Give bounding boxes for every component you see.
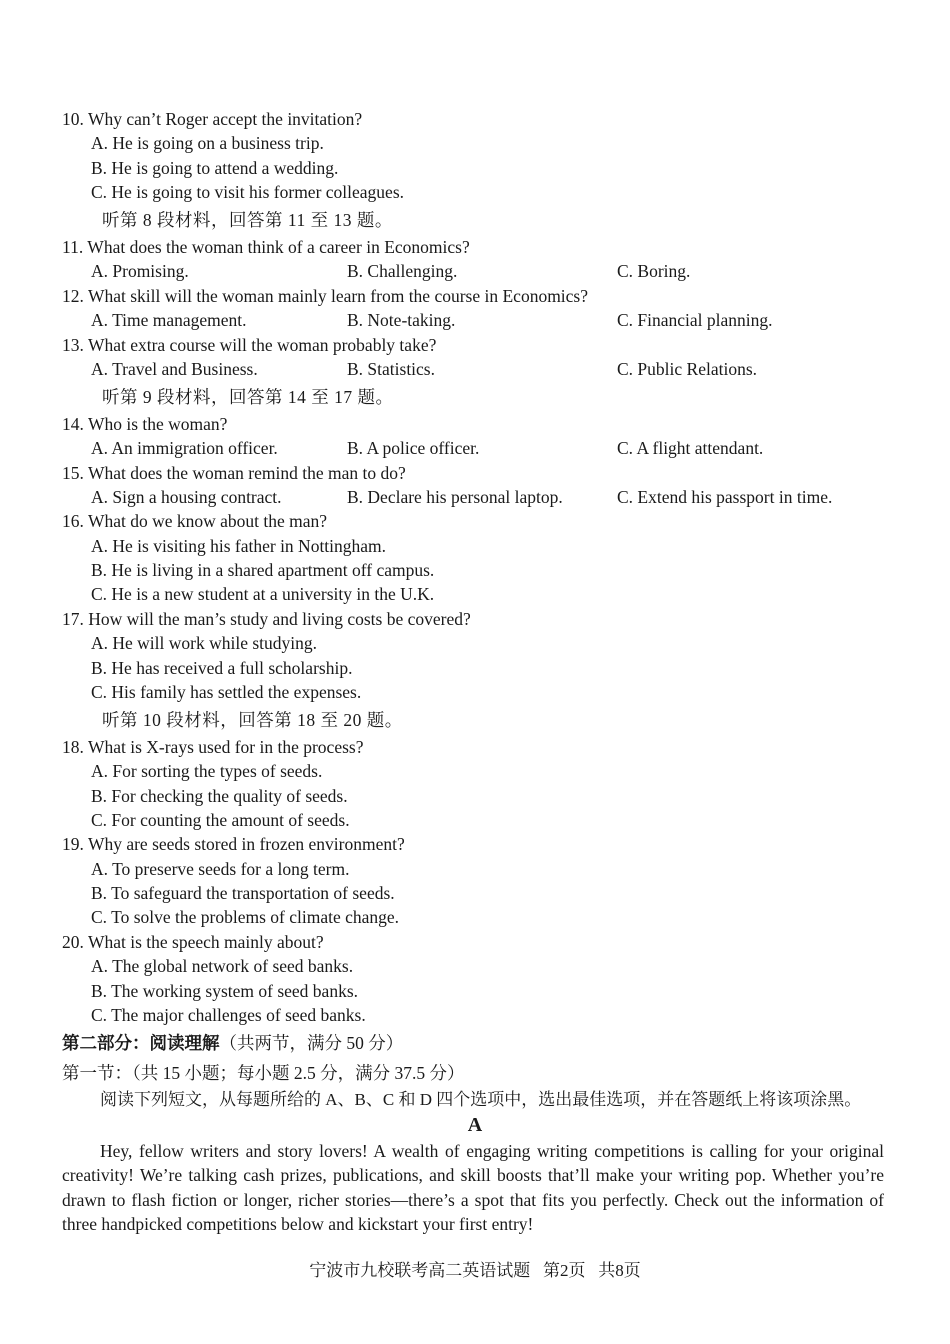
q10-option-c: C. He is going to visit his former colleagues. <box>91 182 405 202</box>
q13-option-a: A. Travel and Business. <box>91 359 258 379</box>
passage-a-paragraph: Hey, fellow writers and story lovers! A wealth of engaging writing competitions is calling for your original creativity! We’re talking cash prizes, publications, and skill boosts that’ll make your writing pop. Whether you’re drawn to flash fiction or longer, richer stories—there’s a spot that fits you perfectly. Check out the information of three handpicked competitions below and kickstart your first entry! <box>62 1141 884 1235</box>
q18-option-c: C. For counting the amount of seeds. <box>91 810 350 830</box>
question-13: 13. What extra course will the woman probably take? <box>62 335 437 355</box>
q17-option-c: C. His family has settled the expenses. <box>91 682 362 702</box>
question-10: 10. Why can’t Roger accept the invitation? <box>62 109 363 129</box>
page-footer: 宁波市九校联考高二英语试题 第2页 共8页 <box>309 1261 641 1280</box>
question-17: 17. How will the man’s study and living costs be covered? <box>62 609 471 629</box>
q10-option-b: B. He is going to attend a wedding. <box>91 158 339 178</box>
question-15: 15. What does the woman remind the man to do? <box>62 463 406 483</box>
q15-option-a: A. Sign a housing contract. <box>91 487 282 507</box>
q13-option-c: C. Public Relations. <box>617 359 757 379</box>
q10-option-a: A. He is going on a business trip. <box>91 133 324 153</box>
q18-option-a: A. For sorting the types of seeds. <box>91 761 323 781</box>
q20-option-a: A. The global network of seed banks. <box>91 956 354 976</box>
q20-option-c: C. The major challenges of seed banks. <box>91 1005 366 1025</box>
listening-instruction-9: 听第 9 段材料，回答第 14 至 17 题。 <box>102 387 394 407</box>
q17-option-b: B. He has received a full scholarship. <box>91 658 353 678</box>
question-19: 19. Why are seeds stored in frozen environment? <box>62 834 405 854</box>
q17-option-a: A. He will work while studying. <box>91 633 318 653</box>
question-20: 20. What is the speech mainly about? <box>62 932 324 952</box>
q16-option-a: A. He is visiting his father in Nottingham. <box>91 536 387 556</box>
q12-option-b: B. Note-taking. <box>347 310 456 330</box>
question-11: 11. What does the woman think of a career in Economics? <box>62 237 470 257</box>
q11-option-a: A. Promising. <box>91 261 189 281</box>
q15-option-b: B. Declare his personal laptop. <box>347 487 563 507</box>
q11-option-b: B. Challenging. <box>347 261 458 281</box>
reading-directions: 阅读下列短文，从每题所给的 A、B、C 和 D 四个选项中，选出最佳选项，并在答题纸上将该项涂黑。 <box>100 1090 862 1109</box>
part2-title: 第二部分：阅读理解（共两节，满分 50 分） <box>62 1033 404 1053</box>
listening-instruction-10: 听第 10 段材料，回答第 18 至 20 题。 <box>102 710 403 730</box>
q20-option-b: B. The working system of seed banks. <box>91 981 359 1001</box>
q19-option-b: B. To safeguard the transportation of seeds. <box>91 883 395 903</box>
q14-option-b: B. A police officer. <box>347 438 480 458</box>
q12-option-c: C. Financial planning. <box>617 310 773 330</box>
q19-option-c: C. To solve the problems of climate change. <box>91 907 400 927</box>
q18-option-b: B. For checking the quality of seeds. <box>91 786 348 806</box>
q14-option-c: C. A flight attendant. <box>617 438 764 458</box>
passage-letter: A <box>467 1114 483 1136</box>
listening-instruction-8: 听第 8 段材料，回答第 11 至 13 题。 <box>102 210 393 230</box>
q11-option-c: C. Boring. <box>617 261 691 281</box>
q16-option-c: C. He is a new student at a university in the U.K. <box>91 584 435 604</box>
section1-heading: 第一节：（共 15 小题；每小题 2.5 分，满分 37.5 分） <box>62 1063 465 1083</box>
q15-option-c: C. Extend his passport in time. <box>617 487 833 507</box>
q19-option-a: A. To preserve seeds for a long term. <box>91 859 350 879</box>
q12-option-a: A. Time management. <box>91 310 247 330</box>
q14-option-a: A. An immigration officer. <box>91 438 278 458</box>
question-12: 12. What skill will the woman mainly learn from the course in Economics? <box>62 286 589 306</box>
q13-option-b: B. Statistics. <box>347 359 435 379</box>
question-14: 14. Who is the woman? <box>62 414 228 434</box>
q16-option-b: B. He is living in a shared apartment off campus. <box>91 560 435 580</box>
question-18: 18. What is X-rays used for in the process? <box>62 737 364 757</box>
question-16: 16. What do we know about the man? <box>62 511 328 531</box>
